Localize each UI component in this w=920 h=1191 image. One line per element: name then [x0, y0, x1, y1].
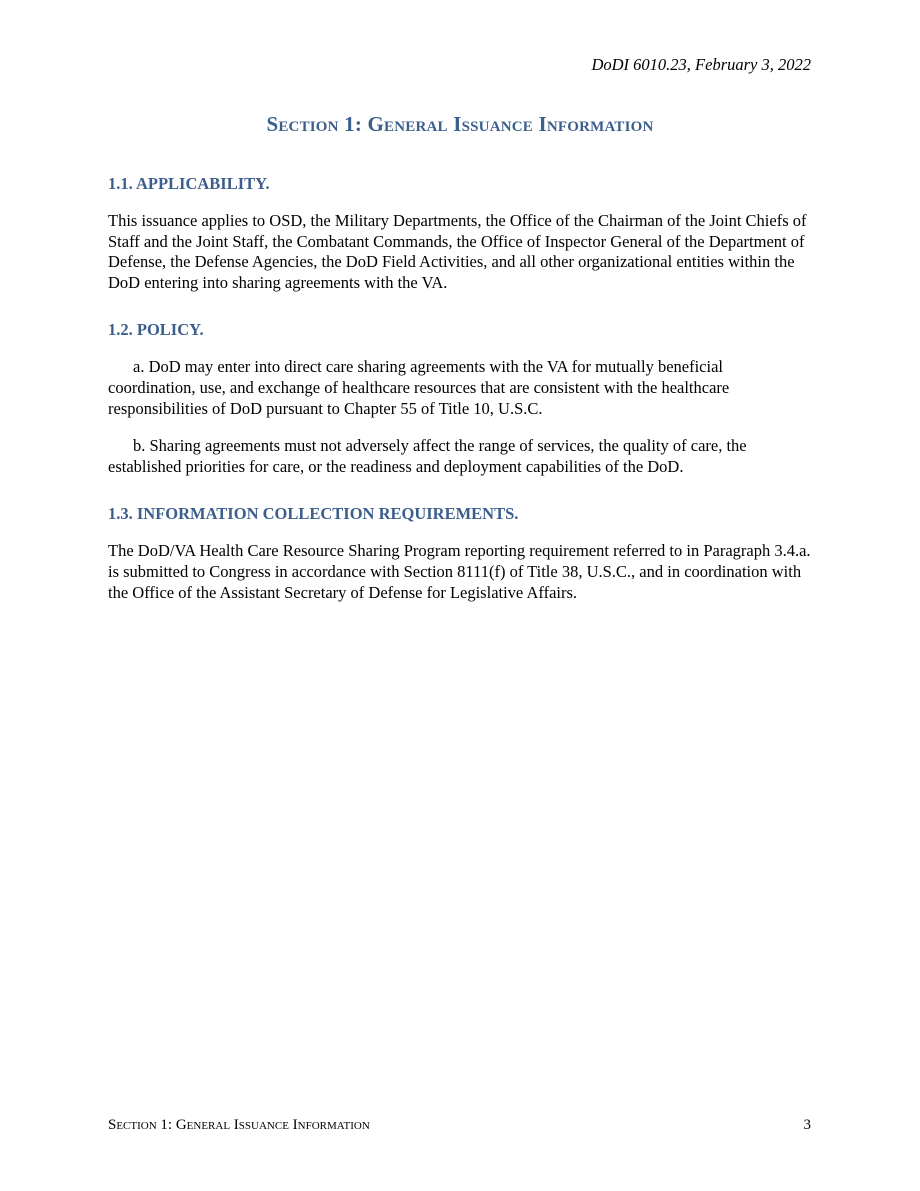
policy-heading: 1.2. POLICY. [108, 320, 204, 340]
information-collection-section [108, 504, 814, 603]
policy-paragraph-a: a. DoD may enter into direct care sharing agreements with the VA for mutually beneficial coordination, use, and exchange of healthcare resources that are consistent with the healthcare responsibilities of DoD pursuant to Chapter 55 of Title 10, U.S.C. [108, 357, 730, 418]
information-collection-paragraph: The DoD/VA Health Care Resource Sharing Program reporting requirement referred to in Paragraph 3.4.a. is submitted to Congress in accordance with Section 8111(f) of Title 38, U.S.C., and in coordination with the Office of the Assistant Secretary of Defense for Legislative Affairs. [108, 541, 811, 602]
policy-section [108, 320, 814, 477]
footer-section-label: Section 1: General Issuance Information [108, 1117, 370, 1133]
information-collection-heading: 1.3. INFORMATION COLLECTION REQUIREMENTS. [108, 504, 519, 524]
paragraph-spacer [108, 419, 814, 436]
page-number: 3 [803, 1117, 811, 1133]
document-body [108, 174, 814, 603]
policy-paragraph-b: b. Sharing agreements must not adversely affect the range of services, the quality of care, the established priorities for care, or the readiness and deployment capabilities of the DoD. [108, 436, 747, 476]
section-spacer [108, 293, 814, 320]
applicability-paragraph: This issuance applies to OSD, the Military Departments, the Office of the Chairman of the Joint Chiefs of Staff and the Joint Staff, the Combatant Commands, the Office of Inspector General of the Department of Defense, the Defense Agencies, the DoD Field Activities, and all other organizational entities within the DoD entering into sharing agreements with the VA. [108, 211, 807, 292]
section-spacer [108, 477, 814, 504]
applicability-section [108, 174, 814, 293]
applicability-heading: 1.1. APPLICABILITY. [108, 174, 270, 193]
running-header: DoDI 6010.23, February 3, 2022 [591, 55, 811, 74]
section-title: Section 1: General Issuance Information [266, 112, 654, 136]
